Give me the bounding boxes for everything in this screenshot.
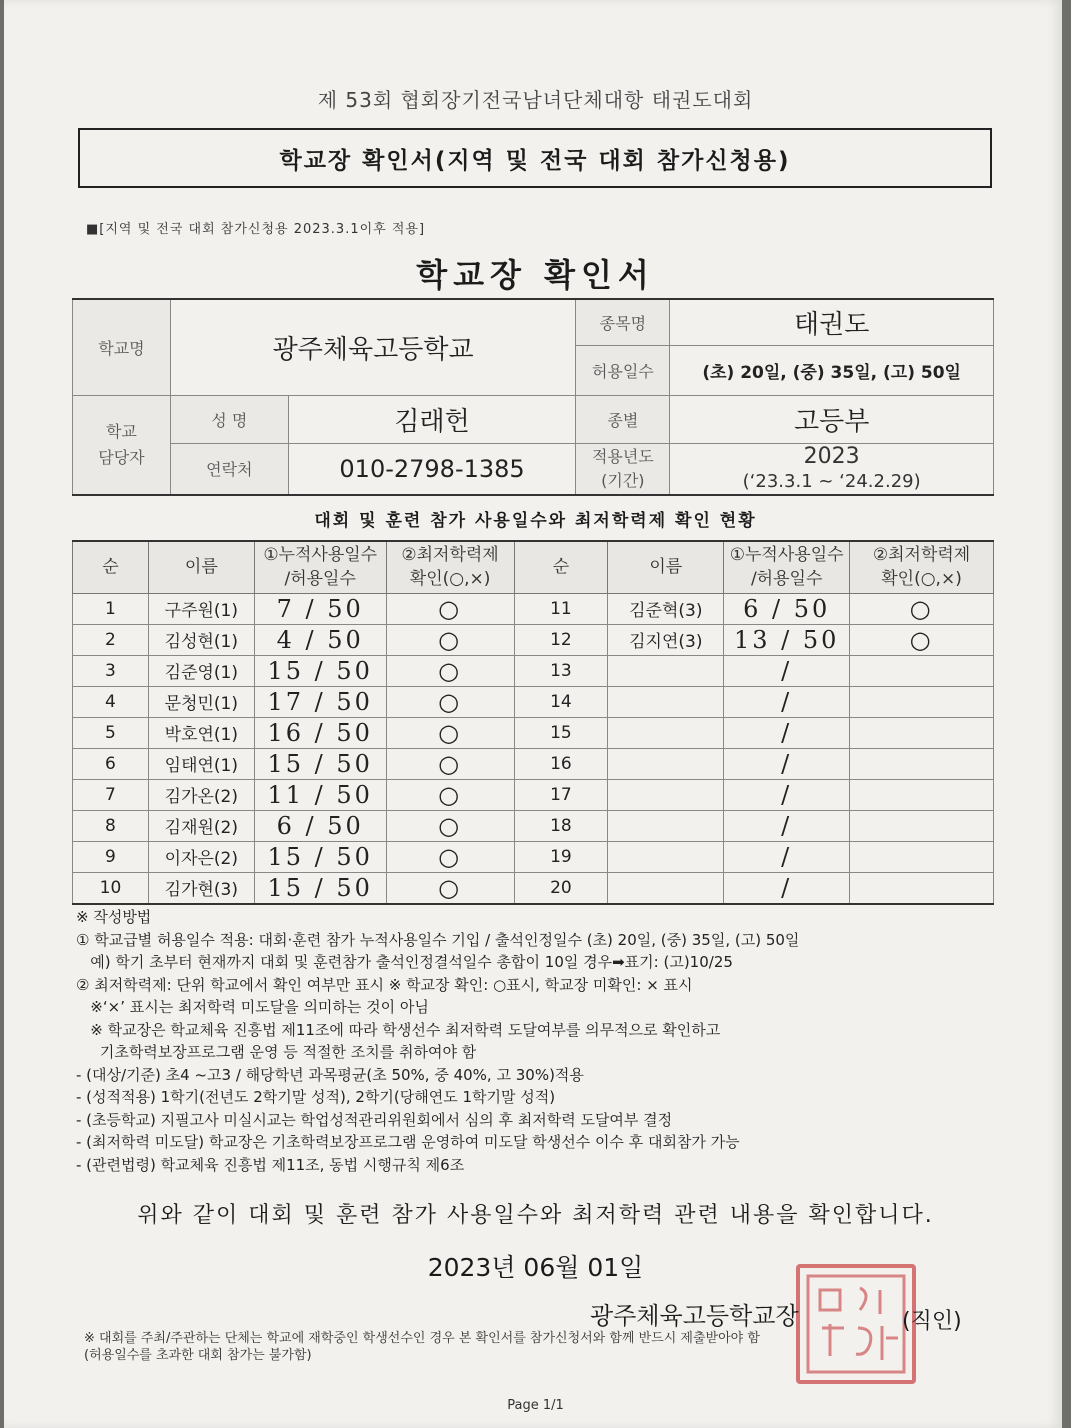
used-days: 16 / 50 [254,717,386,748]
header-no: 순 [73,541,149,593]
athlete-name: 박호연(1) [148,717,254,748]
instruction-line: - (관련법령) 학교체육 진흥법 제11조, 동법 시행규칙 제6조 [76,1155,465,1174]
athlete-name [608,748,724,779]
instruction-line: ② 최저학력제: 단위 학교에서 확인 여부만 표시 ※ 학교장 확인: ○표시, 학교장 미확인: × 표시 [76,975,693,994]
table-row [73,779,994,810]
table-row [73,624,994,655]
academic-check: ○ [386,655,514,686]
row-number: 15 [514,717,608,748]
athlete-name: 김준영(1) [148,655,254,686]
instruction-line: - (최저학력 미도달) 학교장은 기초학력보장프로그램 운영하여 미도달 학생선수 이수 후 대회참가 가능 [76,1133,740,1151]
used-days: 7 / 50 [254,593,386,624]
athlete-name [608,841,724,872]
section-title: 대회 및 훈련 참가 사용일수와 최저학력제 확인 현황 [314,511,757,531]
academic-check: ○ [386,624,514,655]
row-number: 19 [514,841,608,872]
contact-label: 연락처 [170,443,288,495]
year-period: (‘23.3.1 ~ ‘24.2.29) [742,470,921,492]
header-check: ②최저학력제 확인(○,×) [850,541,994,593]
used-days: 4 / 50 [254,624,386,655]
used-days: 15 / 50 [254,872,386,904]
document-title: 학교장 확인서 [416,256,655,294]
athlete-name: 김지연(3) [608,624,724,655]
confirmation-statement: 위와 같이 대회 및 훈련 참가 사용일수와 최저학력 관련 내용을 확인합니다. [137,1203,934,1228]
official-seal [796,1264,916,1384]
footer-note-line: (허용일수를 초과한 대회 참가는 불가함) [84,1348,312,1363]
table-row [73,686,994,717]
form-title-box [78,128,992,188]
instruction-line: ① 학교급별 허용일수 적용: 대회·훈련 참가 누적사용일수 기입 / 출석인정일수 (초) 20일, (중) 35일, (고) 50일 [76,930,800,949]
school-value: 광주체육고등학교 [170,299,576,395]
instruction-line: ※ 작성방법 [76,908,152,926]
athlete-name [608,686,724,717]
athlete-name: 김재원(2) [148,810,254,841]
header-name: 이름 [608,541,724,593]
academic-check: ○ [386,717,514,748]
used-days: / [724,655,850,686]
used-days: 15 / 50 [254,841,386,872]
academic-check [850,748,994,779]
academic-check [850,872,994,904]
name-value: 김래헌 [288,395,576,443]
table-row [73,717,994,748]
seal-label: (직인) [902,1309,962,1334]
info-table [72,298,994,496]
row-number: 10 [73,872,149,904]
signature-date: 2023년 06월 01일 [427,1253,644,1282]
athlete-name [608,779,724,810]
row-number: 7 [73,779,149,810]
footer-note [84,1330,760,1364]
row-number: 2 [73,624,149,655]
applicability-note: ■[지역 및 전국 대회 참가신청용 2023.3.1이후 적용] [86,222,426,237]
row-number: 4 [73,686,149,717]
used-days: / [724,841,850,872]
athlete-name [608,872,724,904]
contact-value: 010-2798-1385 [288,443,576,495]
row-number: 5 [73,717,149,748]
form-title: 학교장 확인서(지역 및 전국 대회 참가신청용) [279,147,791,174]
athlete-name: 이자은(2) [148,841,254,872]
principal-name: 광주체육고등학교장 [590,1302,799,1330]
row-number: 16 [514,748,608,779]
year-label: 적용년도 (기간) [576,443,670,495]
used-days: 17 / 50 [254,686,386,717]
table-row [73,841,994,872]
allowed-days-label: 허용일수 [576,345,670,395]
row-number: 13 [514,655,608,686]
instruction-line: ※‘×’ 표시는 최저학력 미도달을 의미하는 것이 아님 [76,998,429,1016]
athlete-name: 김가온(2) [148,779,254,810]
academic-check: ○ [386,593,514,624]
academic-check [850,779,994,810]
manager-label: 학교 담당자 [73,395,171,495]
event-title: 제 53회 협회장기전국남녀단체대항 태권도대회 [317,88,754,112]
athlete-table-body [73,593,994,904]
seal-icon [800,1268,912,1380]
sport-label: 종목명 [576,299,670,345]
instruction-line: 기초학력보장프로그램 운영 등 적절한 조치를 취하여야 함 [76,1043,477,1061]
division-label: 종별 [576,395,670,443]
name-label: 성 명 [170,395,288,443]
academic-check: ○ [386,748,514,779]
used-days: / [724,686,850,717]
academic-check: ○ [386,872,514,904]
instruction-line: 예) 학기 초부터 현재까지 대회 및 훈련참가 출석인정결석일수 총합이 10일 경우➡표기: (고)10/25 [76,953,733,971]
header-no: 순 [514,541,608,593]
instruction-line: - (성적적용) 1학기(전년도 2학기말 성적), 2학기(당해연도 1학기말 성적) [76,1088,556,1106]
athlete-name: 임태연(1) [148,748,254,779]
header-days: ①누적사용일수 /허용일수 [724,541,850,593]
row-number: 11 [514,593,608,624]
row-number: 6 [73,748,149,779]
sport-value: 태권도 [670,299,994,345]
row-number: 8 [73,810,149,841]
athlete-name [608,810,724,841]
table-row [73,810,994,841]
academic-check [850,717,994,748]
used-days: / [724,717,850,748]
used-days: / [724,748,850,779]
year-cell [670,443,994,495]
academic-check: ○ [386,686,514,717]
table-row [73,593,994,624]
used-days: 15 / 50 [254,655,386,686]
used-days: 11 / 50 [254,779,386,810]
academic-check: ○ [850,593,994,624]
row-number: 17 [514,779,608,810]
used-days: / [724,872,850,904]
academic-check [850,841,994,872]
academic-check: ○ [386,779,514,810]
athlete-name: 문청민(1) [148,686,254,717]
academic-check [850,686,994,717]
division-value: 고등부 [670,395,994,443]
used-days: 13 / 50 [724,624,850,655]
table-row [73,872,994,904]
table-row [73,748,994,779]
allowed-days-value: (초) 20일, (중) 35일, (고) 50일 [670,345,994,395]
athlete-name: 김가현(3) [148,872,254,904]
year-value: 2023 [803,443,860,469]
used-days: 6 / 50 [724,593,850,624]
footer-note-line: ※ 대회를 주최/주관하는 단체는 학교에 재학중인 학생선수인 경우 본 확인서를 참가신청서와 함께 반드시 제출받아야 함 [84,1331,760,1346]
row-number: 20 [514,872,608,904]
header-days: ①누적사용일수 /허용일수 [254,541,386,593]
athlete-name: 김성현(1) [148,624,254,655]
used-days: 6 / 50 [254,810,386,841]
row-number: 3 [73,655,149,686]
athlete-name: 구주원(1) [148,593,254,624]
table-row [73,655,994,686]
row-number: 1 [73,593,149,624]
instruction-line: - (초등학교) 지필고사 미실시교는 학업성적관리위원회에서 심의 후 최저학력 도달여부 결정 [76,1110,673,1129]
academic-check [850,810,994,841]
page-number: Page 1/1 [507,1398,564,1413]
used-days: 15 / 50 [254,748,386,779]
used-days: / [724,779,850,810]
instructions [76,906,799,1176]
row-number: 9 [73,841,149,872]
athlete-name [608,655,724,686]
academic-check: ○ [850,624,994,655]
row-number: 14 [514,686,608,717]
header-name: 이름 [148,541,254,593]
instruction-line: ※ 학교장은 학교체육 진흥법 제11조에 따라 학생선수 최저학력 도달여부를 의무적으로 확인하고 [76,1020,721,1039]
row-number: 18 [514,810,608,841]
school-label: 학교명 [73,299,171,395]
athlete-table [72,540,994,905]
row-number: 12 [514,624,608,655]
instruction-line: - (대상/기준) 초4 ~고3 / 해당학년 과목평균(초 50%, 중 40%, 고 30%)적용 [76,1065,584,1084]
used-days: / [724,810,850,841]
header-check: ②최저학력제 확인(○,×) [386,541,514,593]
academic-check: ○ [386,810,514,841]
athlete-name [608,717,724,748]
academic-check [850,655,994,686]
academic-check: ○ [386,841,514,872]
athlete-name: 김준혁(3) [608,593,724,624]
